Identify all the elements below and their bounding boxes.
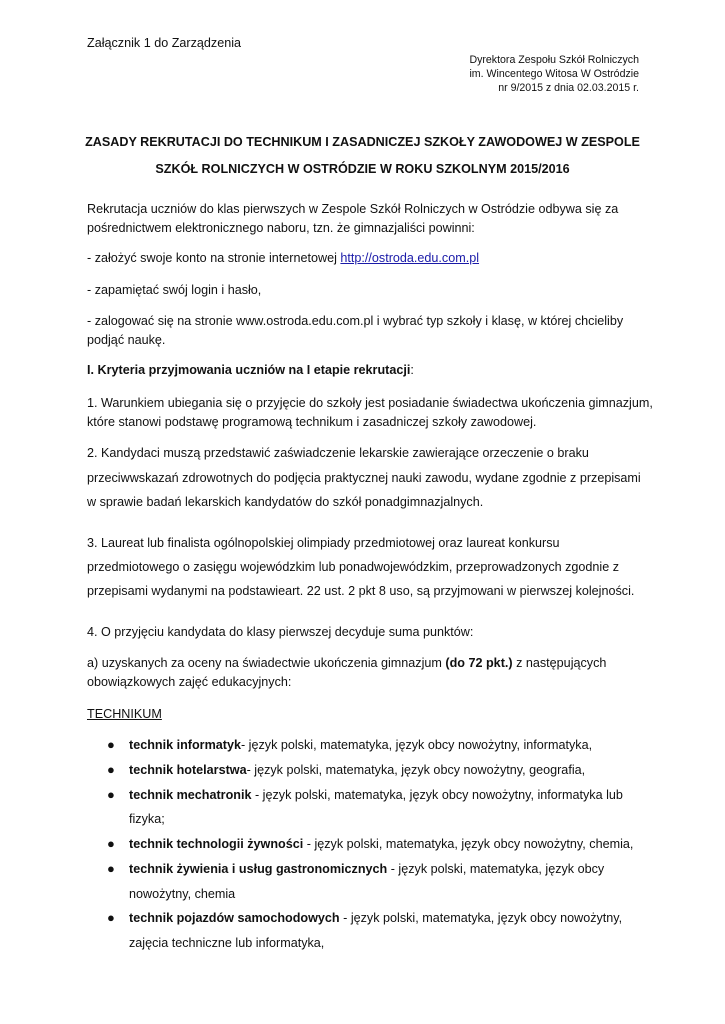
step-create-account — [87, 250, 479, 266]
list-item — [129, 861, 604, 877]
point-a-line-2: obowiązkowych zajęć edukacyjnych: — [87, 675, 292, 689]
point-1-line-2: które stanowi podstawę programową technikum i zasadniczej szkoły zawodowej. — [87, 415, 537, 429]
profession-subjects: - język polski, matematyka, język obcy nowożytny, chemia, — [303, 837, 634, 851]
bullet-icon: ● — [107, 836, 115, 851]
document-title-line-1: ZASADY REKRUTACJI DO TECHNIKUM I ZASADNICZEJ SZKOŁY ZAWODOWEJ W ZESPOLE — [85, 135, 640, 149]
section-criteria-heading-colon: : — [410, 363, 414, 377]
ostroda-link[interactable]: http://ostroda.edu.com.pl — [340, 251, 480, 265]
point-2-line-1: 2. Kandydaci muszą przedstawić zaświadczenie lekarskie zawierające orzeczenie o braku — [87, 446, 589, 460]
profession-name: technik pojazdów samochodowych — [129, 911, 340, 925]
point-2-line-2: przeciwwskazań zdrowotnych do podjęcia praktycznej nauki zawodu, wydane zgodnie z przepisami — [87, 471, 641, 485]
list-item — [129, 762, 585, 778]
list-item — [129, 787, 623, 803]
point-4-line-1: 4. O przyjęciu kandydata do klasy pierwszej decyduje suma punktów: — [87, 625, 474, 639]
profession-name: technik mechatronik — [129, 788, 252, 802]
attachment-label: Załącznik 1 do Zarządzenia — [87, 36, 242, 50]
profession-subjects: - język polski, matematyka, język obcy nowożytny, geografia, — [246, 763, 586, 777]
profession-subjects: - język polski, matematyka, język obcy nowożytny, informatyka, — [240, 738, 593, 752]
profession-subjects: - język polski, matematyka, język obcy nowożytny, — [339, 911, 623, 925]
profession-name: technik hotelarstwa — [129, 763, 247, 777]
point-a-max-points: (do 72 pkt.) — [445, 656, 513, 670]
bullet-icon: ● — [107, 787, 115, 802]
step-login-line-1: - zalogować się na stronie www.ostroda.edu.com.pl i wybrać typ szkoły i klasę, w której chcieliby — [87, 314, 624, 328]
point-3-line-3: przepisami wydanymi na podstawieart. 22 ust. 2 pkt 8 uso, są przyjmowani w pierwszej kolejności. — [87, 584, 635, 598]
bullet-icon: ● — [107, 737, 115, 752]
point-a-text: a) uzyskanych za oceny na świadectwie ukończenia gimnazjum — [87, 656, 446, 670]
document-title-line-2: SZKÓŁ ROLNICZYCH W OSTRÓDZIE W ROKU SZKOLNYM 2015/2016 — [155, 162, 570, 176]
point-3-line-2: przedmiotowego o zasięgu wojewódzkim lub ponadwojewódzkim, przeprowadzonych zgodnie z — [87, 560, 620, 574]
profession-name: technik technologii żywności — [129, 837, 304, 851]
step-login-line-2: podjąć naukę. — [87, 333, 166, 347]
intro-line-2: pośrednictwem elektronicznego naboru, tzn. że gimnazjaliści powinni: — [87, 221, 475, 235]
profession-subjects: - język polski, matematyka, język obcy — [387, 862, 605, 876]
step-remember-login: - zapamiętać swój login i hasło, — [87, 283, 262, 297]
profession-name: technik informatyk — [129, 738, 241, 752]
section-criteria-heading-text: I. Kryteria przyjmowania uczniów na I etapie rekrutacji — [87, 363, 411, 377]
step-create-account-text: - założyć swoje konto na stronie internetowej — [87, 251, 341, 265]
profession-subjects-continued: zajęcia techniczne lub informatyka, — [129, 936, 325, 950]
list-item — [129, 910, 622, 926]
bullet-icon: ● — [107, 861, 115, 876]
issuer-line-1: Dyrektora Zespołu Szkół Rolniczych — [469, 54, 639, 66]
list-item — [129, 836, 633, 852]
point-a-line-1 — [87, 655, 606, 671]
issuer-line-3: nr 9/2015 z dnia 02.03.2015 r. — [498, 82, 639, 94]
point-a-text-tail: z następujących — [512, 656, 607, 670]
point-1-line-1: 1. Warunkiem ubiegania się o przyjęcie do szkoły jest posiadanie świadectwa ukończenia gimnazjum, — [87, 396, 653, 410]
bullet-icon: ● — [107, 762, 115, 777]
point-3-line-1: 3. Laureat lub finalista ogólnopolskiej olimpiady przedmiotowej oraz laureat konkursu — [87, 536, 560, 550]
intro-line-1: Rekrutacja uczniów do klas pierwszych w Zespole Szkół Rolniczych w Ostródzie odbywa się za — [87, 202, 619, 216]
technikum-heading: TECHNIKUM — [87, 707, 162, 721]
profession-subjects: - język polski, matematyka, język obcy nowożytny, informatyka lub — [251, 788, 623, 802]
point-2-line-3: w sprawie badań lekarskich kandydatów do szkół ponadgimnazjalnych. — [87, 495, 484, 509]
profession-name: technik żywienia i usług gastronomicznych — [129, 862, 388, 876]
bullet-icon: ● — [107, 910, 115, 925]
list-item — [129, 737, 592, 753]
profession-subjects-continued: fizyka; — [129, 812, 165, 826]
profession-subjects-continued: nowożytny, chemia — [129, 887, 236, 901]
section-criteria-heading — [87, 362, 414, 378]
issuer-line-2: im. Wincentego Witosa W Ostródzie — [469, 68, 639, 80]
